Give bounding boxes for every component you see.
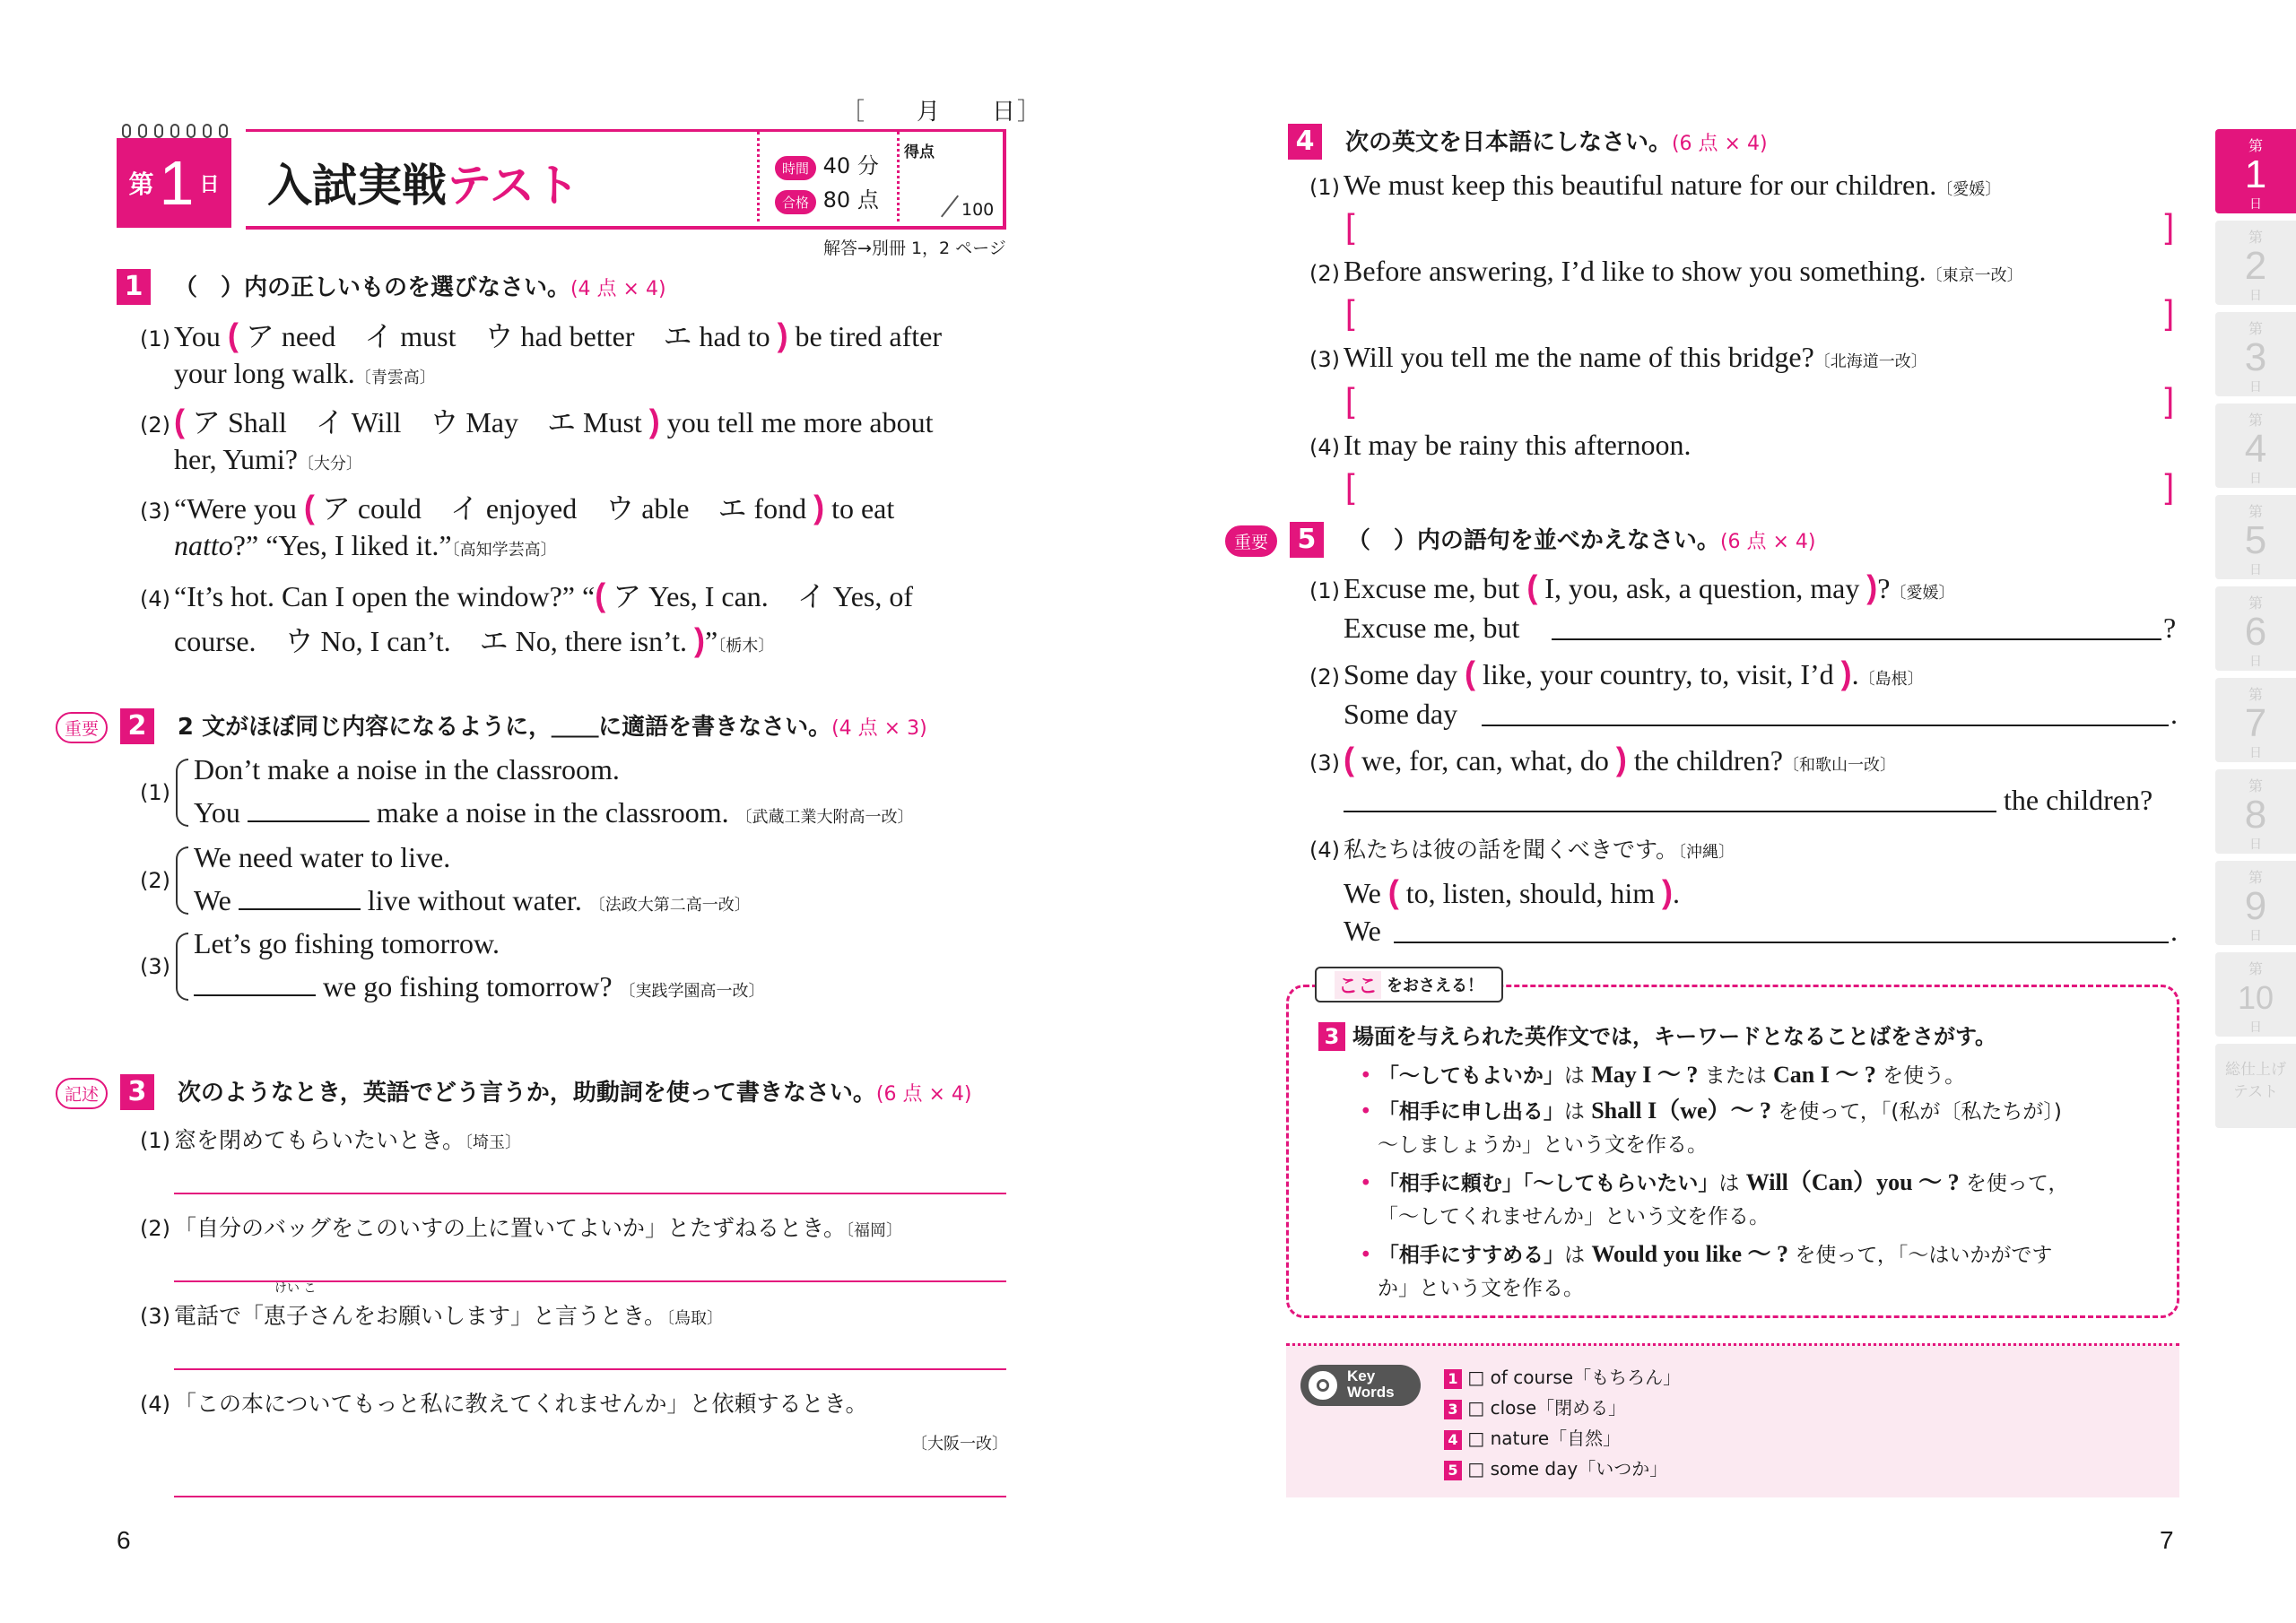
page-title: 入試実戦テスト <box>267 160 579 212</box>
q5-answer-line-4[interactable] <box>1394 942 2169 943</box>
q5-item-3: (3) ( we, for, can, what, do ) the children?〔和歌山一改〕 <box>1309 741 1896 777</box>
q3-answer-line-4[interactable] <box>174 1496 1006 1497</box>
q3-item-3: (3) 電話で「恵子さんをお願いします」と言うとき。〔鳥取〕 <box>140 1303 724 1329</box>
tips-bullet-3-cont: 「〜してくれませんか」という文を作る。 <box>1378 1205 1770 1228</box>
tips-bullet-1: • 「〜してもよいか」は May I 〜 ? または Can I 〜 ? を使う。 <box>1360 1062 1966 1088</box>
keywords-panel <box>1286 1343 2179 1497</box>
q5-points: (6 点 × 4) <box>1719 531 1816 553</box>
q1-header <box>117 269 666 305</box>
q1-item-2-cont: her, Yumi?〔大分〕 <box>174 443 362 475</box>
time-limit: 時間 40 分 <box>775 148 879 180</box>
q4-item-3: (3) Will you tell me the name of this bridge?〔北海道一改〕 <box>1309 341 1927 373</box>
q2-number: 2 <box>120 708 154 744</box>
q3-written-badge: 記述 <box>56 1078 108 1109</box>
tab-day-3[interactable]: 第 3 日 <box>2215 312 2296 396</box>
title-box <box>246 129 1006 230</box>
tab-day-2[interactable]: 第 2 日 <box>2215 221 2296 305</box>
q4-points: (6 点 × 4) <box>1671 133 1768 155</box>
q2-title: 2 文がほぼ同じ内容になるように，＿＿に適語を書きなさい。 <box>177 714 832 741</box>
q4-answer-3[interactable]: [ ] <box>1345 382 2174 420</box>
score-total: 100 <box>961 200 995 220</box>
q3-item-4-source: 〔大阪一改〕 <box>911 1435 1008 1454</box>
q3-answer-line-3[interactable] <box>174 1368 1006 1370</box>
date-field: ［ 月 日］ <box>841 99 1043 126</box>
tab-day-8[interactable]: 第 8 日 <box>2215 769 2296 854</box>
keyword-4: 5 □ some day「いつか」 <box>1444 1454 1667 1480</box>
q5-item-4-prefix: We <box>1344 915 1381 947</box>
q1-number: 1 <box>117 269 151 305</box>
q4-answer-1[interactable]: [ ] <box>1345 208 2174 246</box>
tips-bullet-4-cont: か」という文を作る。 <box>1378 1277 1584 1300</box>
q5-item-1-end: ? <box>2163 612 2177 644</box>
q3-number: 3 <box>120 1074 154 1110</box>
q5-number: 5 <box>1290 522 1324 558</box>
tab-day-5[interactable]: 第 5 日 <box>2215 495 2296 579</box>
q1-item-3: (3) “Were you ( ア could イ enjoyed ウ able エ fond ) to eat <box>140 489 895 525</box>
tab-final-test[interactable]: 総仕上げ テスト <box>2215 1044 2296 1128</box>
q5-item-1-prefix: Excuse me, but <box>1344 612 1520 644</box>
key-icon <box>1306 1368 1340 1402</box>
q4-answer-4[interactable]: [ ] <box>1345 468 2174 506</box>
q5-item-4-end: . <box>2170 915 2178 947</box>
q5-header <box>1225 522 1816 558</box>
page-number-right: 7 <box>2160 1526 2174 1554</box>
tips-tag: ここ をおさえる！ <box>1315 967 1503 1002</box>
q5-item-2-end: . <box>2170 698 2178 730</box>
pass-mark: 合格 80 点 <box>775 182 879 214</box>
tab-day-10[interactable]: 第 10 日 <box>2215 952 2296 1037</box>
tips-heading: 3 場面を与えられた英作文では，キーワードとなることばをさがす。 <box>1318 1019 1996 1051</box>
tips-bullet-3: • 「相手に頼む」「〜してもらいたい」は Will（Can）you 〜 ? を使って， <box>1360 1169 2069 1195</box>
q5-title: （ ）内の語句を並べかえなさい。 <box>1346 527 1720 554</box>
q3-answer-line-1[interactable] <box>174 1193 1006 1194</box>
tips-bullet-2: • 「相手に申し出る」は Shall I（we）〜 ? を使って，「(私が〔私たちが〕) <box>1360 1098 2062 1124</box>
q5-item-2-prefix: Some day <box>1344 698 1458 730</box>
q4-item-4: (4) It may be rainy this afternoon. <box>1309 429 1692 461</box>
q1-item-1-cont: your long walk.〔青雲高〕 <box>174 357 436 389</box>
q3-item-1: (1) 窓を閉めてもらいたいとき。〔埼玉〕 <box>140 1127 522 1153</box>
q1-title: （ ）内の正しいものを選びなさい。 <box>173 274 570 301</box>
q3-title: 次のようなとき，英語でどう言うか，助動詞を使って書きなさい。 <box>177 1080 876 1107</box>
day-prefix: 第 <box>128 170 154 198</box>
q2-points: (4 点 × 3) <box>831 717 927 740</box>
q5-item-3-end: the children? <box>2004 784 2153 816</box>
q3-points: (6 点 × 4) <box>875 1083 972 1106</box>
day-suffix: 日 <box>199 172 220 195</box>
q2-header <box>56 708 927 744</box>
q4-number: 4 <box>1288 124 1322 160</box>
tab-day-1[interactable]: 第 1 日 <box>2215 129 2296 213</box>
tips-bullet-4: • 「相手にすすめる」は Would you like 〜 ? を使って，「〜はいかがです <box>1360 1241 2053 1267</box>
tab-day-6[interactable]: 第 6 日 <box>2215 586 2296 671</box>
q4-item-2: (2) Before answering, I’d like to show you something.〔東京一改〕 <box>1309 255 2023 287</box>
answer-reference: 解答→別冊 1，2 ページ <box>823 239 1006 258</box>
q5-item-2: (2) Some day ( like, your country, to, visit, I’d ).〔島根〕 <box>1309 655 1924 691</box>
q5-item-4: (4) 私たちは彼の話を聞くべきです。〔沖縄〕 <box>1309 837 1735 863</box>
keyword-2: 3 □ close「閉める」 <box>1444 1393 1626 1419</box>
tab-day-7[interactable]: 第 7 日 <box>2215 678 2296 762</box>
q1-item-2: (2) ( ア Shall イ Will ウ May エ Must ) you tell me more about <box>140 403 934 439</box>
tab-day-4[interactable]: 第 4 日 <box>2215 404 2296 488</box>
q3-header <box>56 1074 971 1110</box>
keyword-1: 1 □ of course「もちろん」 <box>1444 1363 1681 1389</box>
q5-important-badge: 重要 <box>1225 525 1277 557</box>
q4-answer-2[interactable]: [ ] <box>1345 294 2174 332</box>
q4-header <box>1288 124 1768 160</box>
q4-title: 次の英文を日本語にしなさい。 <box>1344 129 1672 156</box>
q5-answer-line-1[interactable] <box>1552 638 2161 640</box>
q3-item-2: (2) 「自分のバッグをこのいすの上に置いてよいか」とたずねるとき。〔福岡〕 <box>140 1215 903 1241</box>
q1-points: (4 点 × 4) <box>570 278 666 300</box>
q1-item-3-cont: natto?” “Yes, I liked it.”〔高知学芸高〕 <box>174 529 557 561</box>
day-number: 1 <box>159 148 195 218</box>
q5-item-4-words: We ( to, listen, should, him ). <box>1344 873 1681 910</box>
day-badge <box>117 138 231 228</box>
ruby-keiko: けい こ <box>274 1281 317 1296</box>
keyword-3: 4 □ nature「自然」 <box>1444 1424 1621 1450</box>
keywords-badge: Key Words <box>1300 1365 1421 1406</box>
q4-item-1: (1) We must keep this beautiful nature for our children.〔愛媛〕 <box>1309 169 2002 201</box>
q3-item-4: (4) 「この本についてもっと私に教えてくれませんか」と依頼するとき。 <box>140 1391 868 1417</box>
score-label: 得点 <box>904 143 935 161</box>
q1-item-1: (1) You ( ア need イ must ウ had better エ had to ) be tired after <box>140 317 942 353</box>
page-number-left: 6 <box>117 1526 131 1554</box>
q2-important-badge: 重要 <box>56 712 108 743</box>
q1-item-4-cont: course. ウ No, I can’t. エ No, there isn’t. )”〔栃木〕 <box>174 621 775 658</box>
tips-bullet-2-cont: 〜しましょうか」という文を作る。 <box>1378 1133 1708 1157</box>
q5-answer-line-3[interactable] <box>1344 811 1996 812</box>
q5-item-1: (1) Excuse me, but ( I, you, ask, a question, may )?〔愛媛〕 <box>1309 568 1955 605</box>
tab-day-9[interactable]: 第 9 日 <box>2215 861 2296 945</box>
q5-answer-line-2[interactable] <box>1482 725 2169 726</box>
q1-item-4: (4) “It’s hot. Can I open the window?” “( ア Yes, I can. イ Yes, of <box>140 577 914 613</box>
